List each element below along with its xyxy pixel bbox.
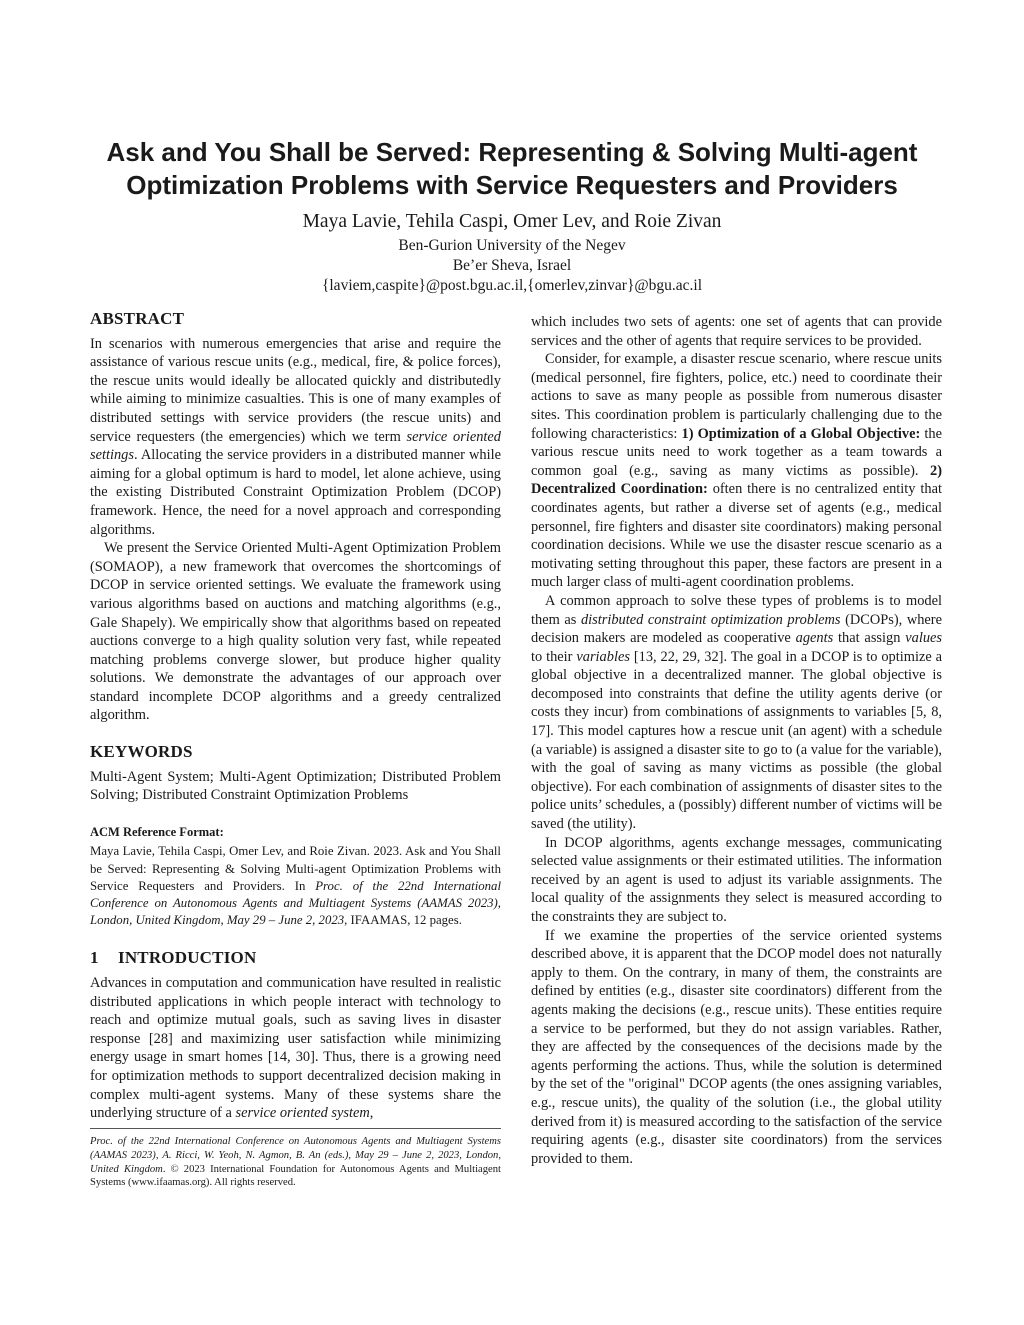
intro-paragraph-dcop-algorithms: In DCOP algorithms, agents exchange messages, communicating selected value assignments or their estimated utilities. The information received by an agent is used to adjust its variable assignments. The local quality of the assignments they select is measured according to the constraints they are subject to. — [531, 834, 942, 925]
acm-ref-part-b: , IFAAMAS, 12 pages. — [344, 913, 462, 928]
acm-ref-venue: Proc. of the 22nd International Conference on Autonomous Agents and Multiagent Systems (AAMAS 2023), London, United Kingdom, May 29 – June 2, 2023 — [90, 878, 501, 928]
disaster-text-a: Consider, for example, a disaster rescue scenario, where rescue units (medical personnel, fire fighters, police, etc.) need to coordinate their actions to save as many people as possible from numerous disaster sites. This coordination problem is particularly challenging due to the following characteristics: — [531, 351, 942, 442]
intro-paragraph-dcop — [531, 592, 942, 834]
section-number: 1 — [90, 948, 99, 968]
introduction-heading — [90, 949, 501, 968]
abstract-heading: ABSTRACT — [90, 309, 185, 328]
right-column — [531, 313, 942, 1168]
characteristic-2-label: 2) Decentralized Coordination: — [531, 462, 942, 498]
dcop-text-b: (DCOPs), where decision makers are modeled as cooperative — [531, 611, 942, 647]
section-title: INTRODUCTION — [118, 948, 257, 968]
disaster-text-c: often there is no centralized entity that coordinates agents, but rather a diverse set of agents (e.g., medical personnel, fire fighters and disaster site coordinators) making personal coordination decisions. While we use the disaster rescue scenario as a motivating setting throughout this paper, these factors are present in a much larger class of multi-agent coordination problems. — [531, 481, 942, 591]
dcop-text-d: to their — [531, 648, 577, 665]
abstract-p1-text-a: In scenarios with numerous emergencies that arise and require the assistance of various rescue units (e.g., medical, fire, & police forces), the rescue units would ideally be allocated quickly and distributedly while aiming to minimize casualties. This is one of many examples of distributed settings with service providers (the rescue units) and service requesters (the emergencies) which we term — [90, 335, 501, 445]
values-term: values — [905, 630, 942, 647]
dcop-term: distributed constraint optimization problems — [580, 611, 841, 628]
disaster-text-b: the various rescue units need to work together as a team towards a common goal (e.g., saving as many victims as possible). — [531, 425, 943, 479]
intro-paragraph-service-oriented: If we examine the properties of the service oriented systems described above, it is apparent that the DCOP model does not naturally apply to them. On the contrary, in many of them, the constraints are defined by entities (e.g., disaster site coordinators) different from the agents making the decisions (e.g., rescue units). These entities require a service to be performed, but they do not assign variables. Rather, they are affected by the consequences of the decisions made by the agents performing the actions. Thus, while the solution is determined by the set of the "original" DCOP agents (the ones assigning variables, e.g., rescue units), the quality of the solution (i.e., the global utility derived from it) is measured according to the satisfaction of the service requiring agents (e.g., disaster site coordinators) from the services provided to them. — [531, 927, 942, 1167]
author-emails: {laviem,caspite}@post.bgu.ac.il,{omerlev,zinvar}@bgu.ac.il — [321, 277, 703, 294]
characteristic-1-label: 1) Optimization of a Global Objective: — [681, 425, 921, 442]
abstract-p1-emphasis: service oriented settings — [90, 428, 501, 464]
keywords-heading: KEYWORDS — [90, 742, 193, 762]
footnote-venue: Proc. of the 22nd International Conference on Autonomous Agents and Multiagent Systems (AAMAS 2023), A. Ricci, W. Yeoh, N. Agmon, B. An (eds.), May 29 – June 2, 2023, London, United Kingdom — [90, 1136, 501, 1175]
agents-term: agents — [795, 630, 834, 647]
author-list: Maya Lavie, Tehila Caspi, Omer Lev, and Roie Zivan — [302, 211, 722, 232]
affiliation-location: Be’er Sheva, Israel — [452, 257, 572, 274]
intro-paragraph-disaster-example — [531, 350, 942, 592]
acm-ref-part-a: Maya Lavie, Tehila Caspi, Omer Lev, and Roie Zivan. 2023. Ask and You Shall be Served: Representing & Solving Multi-agent Optimization Problems with Service Requesters and Providers. In — [90, 844, 501, 893]
abstract-p1-text-b: . Allocating the service providers in a distributed manner while aiming for a global optimum is hard to model, let alone achieve, using the existing Distributed Constraint Optimization Problem (DCOP) framework. Hence, the need for a novel approach and corresponding algorithms. — [90, 447, 501, 538]
variables-term: variables — [576, 648, 630, 665]
affiliation: Ben-Gurion University of the Negev — [398, 237, 626, 254]
intro-p1-text-a: Advances in computation and communication have resulted in realistic distributed applications in which people interact with technology to reach and optimize mutual goals, such as saving lives in disaster response [28] and maximizing user satisfaction while minimizing energy usage in smart homes [14, 30]. Thus, there is a growing need for optimization methods to support decentralized decision making in complex multi-agent systems. Many of these systems share the underlying structure of a — [90, 975, 501, 1122]
footnote-copyright: . © 2023 International Foundation for Autonomous Agents and Multiagent Systems (www.ifaamas.org). All rights reserved. — [90, 1163, 501, 1189]
acm-reference-heading: ACM Reference Format: — [90, 824, 224, 839]
introduction-paragraph-1 — [90, 974, 501, 1123]
dcop-text-a: A common approach to solve these types of problems is to model them as — [531, 592, 942, 628]
intro-continued-paragraph: which includes two sets of agents: one set of agents that can provide services and the other of agents that require services to be provided. — [531, 314, 942, 349]
acm-reference-text — [90, 843, 501, 929]
title-block — [60, 136, 964, 296]
intro-p1-emphasis: service oriented system — [235, 1105, 370, 1122]
dcop-text-c: that assign — [833, 630, 906, 647]
abstract-paragraph-2: We present the Service Oriented Multi-Agent Optimization Problem (SOMAOP), a new framework that overcomes the shortcomings of DCOP in service oriented settings. We evaluate the framework using various algorithms based on auctions and matching algorithms (e.g., Gale Shapely). We empirically show that algorithms based on repeated auctions converge to a high quality solution very fast, while repeated matching problems converge slower, but produce higher quality solutions. We demonstrate the advantages of our approach over standard incomplete DCOP algorithms and a greedy centralized algorithm. — [90, 540, 501, 724]
keywords-text: Multi-Agent System; Multi-Agent Optimization; Distributed Problem Solving; Distributed Constraint Optimization Problems — [90, 768, 501, 804]
paper-title: Ask and You Shall be Served: Representing & Solving Multi-agent Optimization Problems with Service Requesters and Providers — [106, 137, 918, 200]
left-column — [90, 310, 501, 1123]
footnote — [90, 1128, 501, 1190]
dcop-text-e: [13, 22, 29, 32]. The goal in a DCOP is to optimize a global objective in a decentralized manner. The global objective is decomposed into constraints that define the utility agents derive (or costs they incur) from combinations of assignments to variables [5, 8, 17]. This model captures how a rescue unit (an agent) with a schedule (a variable) is assigned a disaster site to go to (a value for the variable), with the goal of saving as many victims as possible (the global objective). For each combination of assignments of disaster sites to the police units’ schedules, a (possibly) different number of victims will be saved (the utility). — [531, 648, 942, 833]
abstract-paragraph-1 — [90, 335, 501, 540]
intro-p1-text-b: , — [369, 1105, 374, 1122]
